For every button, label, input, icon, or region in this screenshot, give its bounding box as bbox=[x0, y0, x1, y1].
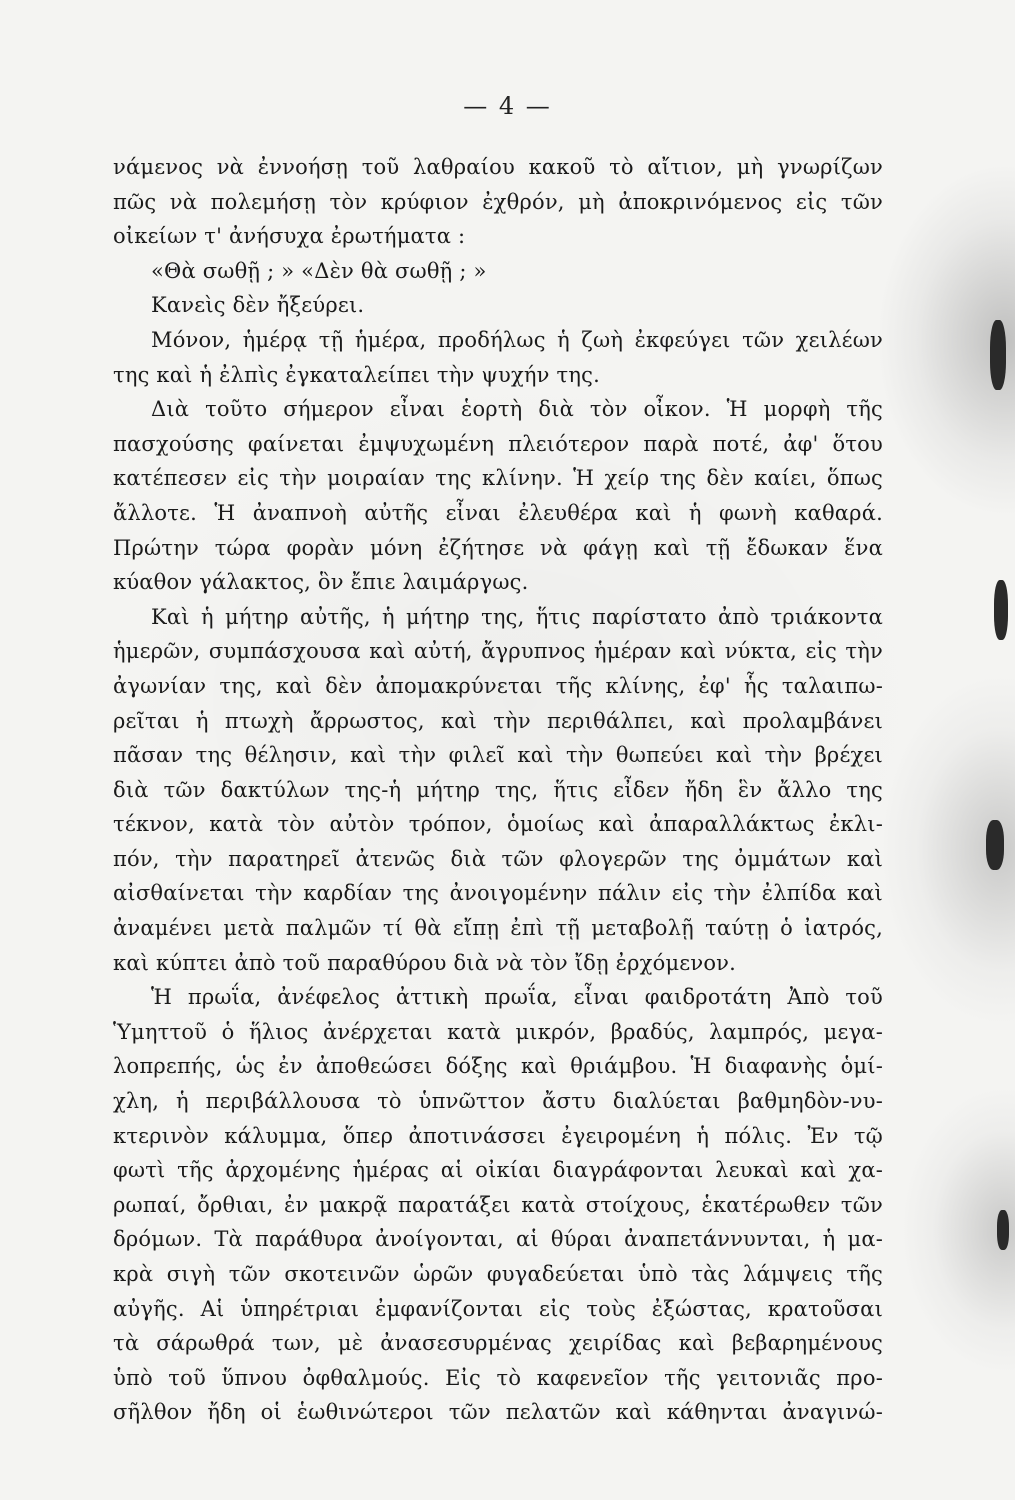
text-line: φωτὶ τῆς ἀρχομένης ἡμέρας αἱ οἰκίαι διαγράφονται λευκαὶ καὶ χα- bbox=[113, 1158, 883, 1183]
text-line: ρεῖται ἡ πτωχὴ ἄρρωστος, καὶ τὴν περιθάλπει, καὶ προλαμβάνει bbox=[113, 708, 883, 733]
text-line: ρωπαί, ὄρθιαι, ἐν μακρᾷ παρατάξει κατὰ στοίχους, ἑκατέρωθεν τῶν bbox=[113, 1192, 883, 1217]
text-line: λοπρεπής, ὡς ἐν ἀποθεώσει δόξης καὶ θριάμβου. Ἡ διαφανὴς ὁμί- bbox=[113, 1054, 883, 1079]
text-line: πᾶσαν της θέλησιν, καὶ τὴν φιλεῖ καὶ τὴν θωπεύει καὶ τὴν βρέχει bbox=[113, 743, 883, 768]
text-line: κύαθον γάλακτος, ὃν ἔπιε λαιμάργως. bbox=[113, 570, 529, 595]
binding-mark bbox=[997, 1210, 1009, 1250]
text-line: οἰκείων τ' ἀνήσυχα ἐρωτήματα : bbox=[113, 224, 466, 249]
text-line: ἀναμένει μετὰ παλμῶν τί θὰ εἴπῃ ἐπὶ τῇ μεταβολῇ ταύτῃ ὁ ἰατρός, bbox=[113, 916, 883, 941]
page-number: — 4 — bbox=[463, 92, 552, 120]
binding-mark bbox=[990, 320, 1006, 390]
text-line: πασχούσης φαίνεται ἐμψυχωμένη πλειότερον παρὰ ποτέ, ἀφ' ὅτου bbox=[113, 431, 883, 456]
text-line: τὰ σάρωθρά των, μὲ ἀνασεσυρμένας χειρίδας καὶ βεβαρημένους bbox=[113, 1331, 883, 1356]
binding-mark bbox=[986, 820, 1004, 870]
body-text bbox=[113, 150, 883, 1430]
text-line: νάμενος νὰ ἐννοήσῃ τοῦ λαθραίου κακοῦ τὸ αἴτιον, μὴ γνωρίζων bbox=[113, 155, 883, 179]
text-line: σῆλθον ἤδη οἱ ἑωθινώτεροι τῶν πελατῶν καὶ κάθηνται ἀναγινώ- bbox=[113, 1400, 883, 1425]
text-line: δρόμων. Τὰ παράθυρα ἀνοίγονται, αἱ θύραι ἀναπετάννυνται, ἡ μα- bbox=[113, 1227, 883, 1252]
binding-mark bbox=[994, 580, 1008, 640]
text-line: ὑπὸ τοῦ ὕπνου ὀφθαλμούς. Εἰς τὸ καφενεῖον τῆς γειτονιᾶς προ- bbox=[113, 1365, 883, 1390]
text-line: κατέπεσεν εἰς τὴν μοιραίαν της κλίνην. Ἡ χείρ της δὲν καίει, ὅπως bbox=[113, 466, 883, 491]
text-line: ἡμερῶν, συμπάσχουσα καὶ αὐτή, ἄγρυπνος ἡμέραν καὶ νύκτα, εἰς τὴν bbox=[113, 639, 883, 664]
text-line: Κανεὶς δὲν ἤξεύρει. bbox=[151, 293, 365, 318]
text-line: ἄλλοτε. Ἡ ἀναπνοὴ αὐτῆς εἶναι ἐλευθέρα καὶ ἡ φωνὴ καθαρά. bbox=[113, 500, 883, 525]
text-line: «Θὰ σωθῇ ; » «Δὲν θὰ σωθῇ ; » bbox=[151, 258, 487, 283]
text-line: καὶ κύπτει ἀπὸ τοῦ παραθύρου διὰ νὰ τὸν ἴδῃ ἐρχόμενον. bbox=[113, 950, 737, 975]
text-line: Πρώτην τώρα φορὰν μόνη ἐζήτησε νὰ φάγῃ καὶ τῇ ἔδωκαν ἕνα bbox=[113, 535, 883, 560]
text-line: Καὶ ἡ μήτηρ αὐτῆς, ἡ μήτηρ της, ἥτις παρίστατο ἀπὸ τριάκοντα bbox=[151, 604, 883, 629]
text-line: της καὶ ἡ ἐλπὶς ἐγκαταλείπει τὴν ψυχήν της. bbox=[113, 362, 600, 387]
text-line: Ἡ πρωΐα, ἀνέφελος ἀττικὴ πρωΐα, εἶναι φαιδροτάτη Ἀπὸ τοῦ bbox=[151, 985, 883, 1010]
text-line: τέκνον, κατὰ τὸν αὐτὸν τρόπον, ὁμοίως καὶ ἀπαραλλάκτως ἐκλι- bbox=[113, 812, 883, 837]
text-line: χλη, ἡ περιβάλλουσα τὸ ὑπνῶττον ἄστυ διαλύεται βαθμηδὸν-νυ- bbox=[113, 1089, 883, 1114]
text-line: ἀγωνίαν της, καὶ δὲν ἀπομακρύνεται τῆς κλίνης, ἐφ' ἧς ταλαιπω- bbox=[113, 673, 883, 698]
text-line: διὰ τῶν δακτύλων της-ἡ μήτηρ της, ἥτις εἶδεν ἤδη ἓν ἄλλο της bbox=[113, 777, 883, 802]
text-line: Διὰ τοῦτο σήμερον εἶναι ἑορτὴ διὰ τὸν οἶκον. Ἡ μορφὴ τῆς bbox=[151, 397, 883, 422]
text-line: κρὰ σιγὴ τῶν σκοτεινῶν ὡρῶν φυγαδεύεται ὑπὸ τὰς λάμψεις τῆς bbox=[113, 1262, 883, 1286]
text-line: Ὑμηττοῦ ὁ ἥλιος ἀνέρχεται κατὰ μικρόν, βραδύς, λαμπρός, μεγα- bbox=[113, 1019, 883, 1044]
text-line: αὐγῆς. Αἱ ὑπηρέτριαι ἐμφανίζονται εἰς τοὺς ἐξώστας, κρατοῦσαι bbox=[113, 1296, 883, 1321]
text-line: Μόνον, ἡμέρᾳ τῇ ἡμέρα, προδήλως ἡ ζωὴ ἐκφεύγει τῶν χειλέων bbox=[151, 327, 883, 352]
text-line: πῶς νὰ πολεμήσῃ τὸν κρύφιον ἐχθρόν, μὴ ἀποκρινόμενος εἰς τῶν bbox=[113, 189, 883, 214]
text-line: κτερινὸν κάλυμμα, ὅπερ ἀποτινάσσει ἐγειρομένη ἡ πόλις. Ἐν τῷ bbox=[113, 1123, 883, 1148]
text-line: αἰσθαίνεται τὴν καρδίαν της ἀνοιγομένην πάλιν εἰς τὴν ἐλπίδα καὶ bbox=[113, 881, 883, 906]
text-line: πόν, τὴν παρατηρεῖ ἀτενῶς διὰ τῶν φλογερῶν της ὀμμάτων καὶ bbox=[113, 846, 883, 871]
